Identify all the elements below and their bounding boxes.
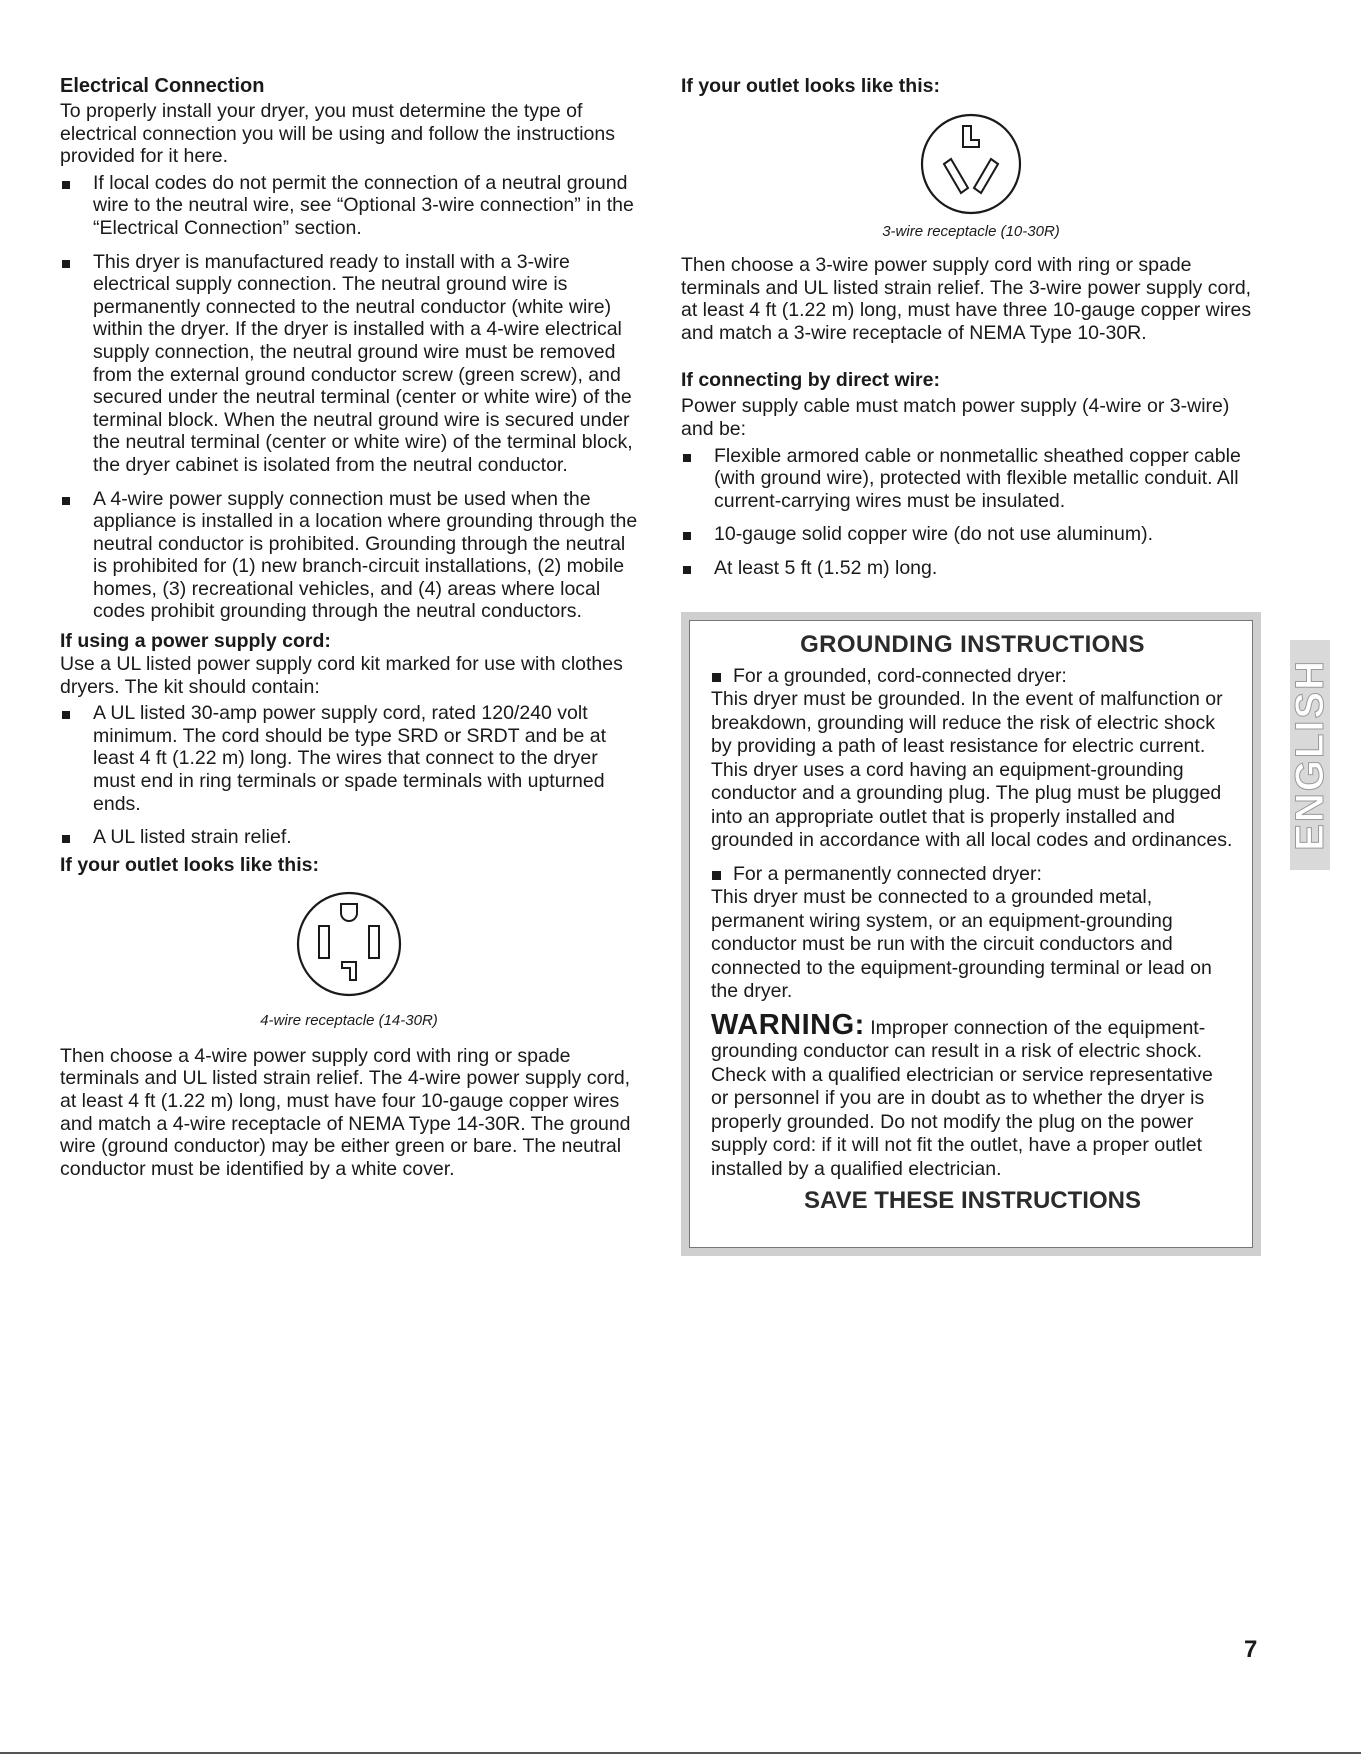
left-column: [60, 74, 638, 1180]
receptacle-3wire-figure: [681, 112, 1261, 242]
figure-caption: 3-wire receptacle (10-30R): [882, 223, 1060, 240]
list-item: 10-gauge solid copper wire (do not use aluminum).: [681, 523, 1261, 546]
list-item: Flexible armored cable or nonmetallic sheathed copper cable (with ground wire), protected with flexible metallic conduit. All current-carrying wires must be insulated.: [681, 445, 1261, 513]
cord-intro: Use a UL listed power supply cord kit marked for use with clothes dryers. The kit should contain:: [60, 653, 623, 698]
grounded-cord-heading: For a grounded, cord-connected dryer:: [711, 665, 1234, 689]
direct-wire-bullets: [681, 445, 1261, 580]
warning-label: WARNING:: [711, 1008, 865, 1041]
permanent-connection-text: This dryer must be connected to a grounded metal, permanent wiring system, or an equipment-grounding conductor must be run with the circuit conductors and connected to the equipment-grounding terminal or lead on the dryer.: [711, 886, 1212, 1002]
after-figure-paragraph: Then choose a 3-wire power supply cord with ring or spade terminals and UL listed strain relief. The 3-wire power supply cord, at least 4 ft (1.22 m) long, must have three 10-gauge copper wires and match a 3-wire receptacle of NEMA Type 10-30R.: [681, 254, 1252, 344]
list-item: If local codes do not permit the connection of a neutral ground wire to the neutral wire, see “Optional 3-wire connection” in the “Electrical Connection” section.: [60, 172, 638, 240]
grounding-title: GROUNDING INSTRUCTIONS: [800, 631, 1145, 658]
warning-paragraph: [711, 1008, 1234, 1182]
list-item: A 4-wire power supply connection must be used when the appliance is installed in a location where grounding through the neutral conductor is prohibited. Grounding through the neutral is prohibited for (1) new branch-circuit installations, (2) mobile homes, (3) recreational vehicles, and (4) areas where local codes prohibit grounding through the neutral conductors.: [60, 488, 638, 624]
cord-bullets: [60, 702, 638, 849]
language-tab-label: ENGLISH: [1287, 659, 1332, 851]
page-number: 7: [1244, 1636, 1258, 1663]
list-item: This dryer is manufactured ready to install with a 3-wire electrical supply connection. The neutral ground wire is permanently connected to the neutral conductor (white wire) within the dryer. If the dryer is installed with a 4-wire electrical supply connection, the neutral ground wire must be removed from the external ground conductor screw (green screw), and secured under the neutral terminal (center or white wire) of the terminal block. When the neutral ground wire is secured under the neutral terminal (center or white wire) of the terminal block, the dryer cabinet is isolated from the neutral conductor.: [60, 251, 638, 477]
warning-text: Improper connection of the equipment-grounding conductor can result in a risk of electric shock. Check with a qualified electrician or service representative or personnel if you are in doubt as to whether the dryer is properly grounded. Do not modify the plug on the power supply cord: if it will not fit the outlet, have a proper outlet installed by a qualified electrician.: [711, 1016, 1213, 1180]
cord-heading: If using a power supply cord:: [60, 630, 331, 653]
permanent-connection-heading: For a permanently connected dryer:: [711, 863, 1234, 887]
outlet-heading-3wire: If your outlet looks like this:: [681, 75, 940, 97]
bottom-rule: [0, 1752, 1361, 1754]
section-title: Electrical Connection: [60, 75, 265, 97]
language-tab: [1287, 640, 1332, 870]
figure-caption: 4-wire receptacle (14-30R): [260, 1011, 438, 1029]
direct-wire-heading: If connecting by direct wire:: [681, 369, 940, 392]
after-figure-paragraph: Then choose a 4-wire power supply cord with ring or spade terminals and UL listed strain relief. The 4-wire power supply cord, at least 4 ft (1.22 m) long, must have four 10-gauge copper wires and match a 4-wire receptacle of NEMA Type 14-30R. The ground wire (ground conductor) may be either green or bare. The neutral conductor must be identified by a white cover.: [60, 1044, 631, 1180]
outlet-heading-4wire: If your outlet looks like this:: [60, 853, 319, 876]
list-item: A UL listed 30-amp power supply cord, rated 120/240 volt minimum. The cord should be type SRD or SRDT and be at least 4 ft (1.22 m) long. The wires that connect to the dryer must end in ring terminals or spade terminals with upturned ends.: [60, 702, 638, 815]
receptacle-3wire-icon: [916, 112, 1026, 218]
connection-bullets: [60, 172, 638, 623]
intro-paragraph: To properly install your dryer, you must determine the type of electrical connection you will be using and follow the instructions provided for it here.: [60, 100, 615, 168]
receptacle-4wire-figure: [60, 889, 638, 1031]
grounding-instructions-box: [681, 612, 1261, 1256]
list-item: A UL listed strain relief.: [60, 826, 638, 849]
list-item: At least 5 ft (1.52 m) long.: [681, 557, 1261, 580]
direct-wire-intro: Power supply cable must match power supply (4-wire or 3-wire) and be:: [681, 395, 1230, 440]
save-instructions: SAVE THESE INSTRUCTIONS: [804, 1187, 1141, 1214]
grounded-cord-text: This dryer must be grounded. In the event of malfunction or breakdown, grounding will reduce the risk of electric shock by providing a path of least resistance for electric current. This dryer uses a cord having an equipment-grounding conductor and a grounding plug. The plug must be plugged into an appropriate outlet that is properly installed and grounded in accordance with all local codes and ordinances.: [711, 688, 1233, 851]
receptacle-4wire-icon: [294, 889, 404, 999]
right-column: [681, 74, 1261, 591]
